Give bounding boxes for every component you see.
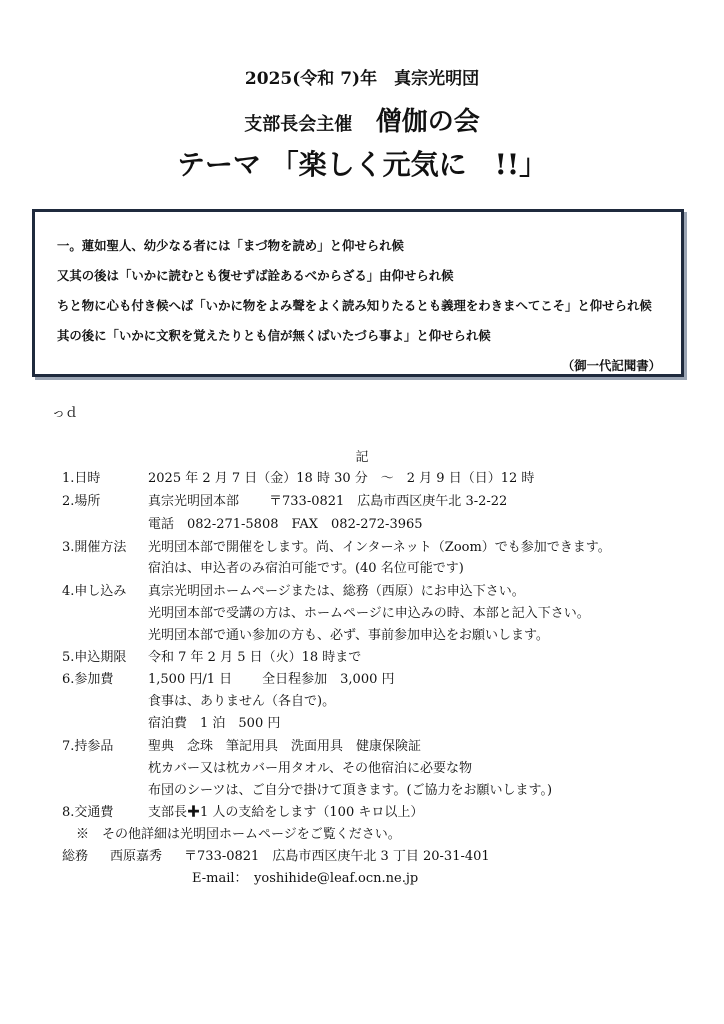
- host-label: 支部長会主催: [244, 114, 353, 135]
- place-phone: 電話 082-271-5808 FAX 082-272-3965: [148, 517, 423, 532]
- item-value: 支部長✚1 人の支給をします（100 キロ以上）: [148, 805, 424, 820]
- contact-address: 〒733-0821 広島市西区庚午北 3 丁目 20-31-401: [184, 849, 490, 864]
- item-value: 令和 7 年 2 月 5 日（火）18 時まで: [148, 650, 362, 665]
- quote-line-3: ちと物に心も付き候へば「いかに物をよみ聲をよく読み知りたるとも義理をわきまへてこそ」と仰せられ候: [57, 298, 652, 313]
- event-name: 僧伽の会: [375, 107, 480, 137]
- item-label: 7.持参品: [62, 739, 114, 754]
- item-label: 8.交通費: [62, 805, 114, 820]
- item-value: 食事は、ありません（各自で)。: [148, 694, 336, 709]
- item-value: 2025 年 2 月 7 日（金）18 時 30 分 ～ 2 月 9 日（日）12 時: [148, 471, 535, 486]
- fee-full: 全日程参加 3,000 円: [262, 672, 395, 687]
- event-theme: テーマ 「楽しく元気に !!」: [176, 148, 548, 181]
- item-value: 宿泊費 1 泊 500 円: [148, 716, 281, 731]
- quote-line-4: 其の後に「いかに文釈を覚えたりとも信が無くばいたづら事よ」と仰せられ候: [57, 328, 491, 343]
- item-label: 5.申込期限: [62, 650, 127, 665]
- item-label: 1.日時: [62, 471, 101, 486]
- contact-name: 西原嘉秀: [110, 849, 163, 864]
- fee-daily: 1,500 円/1 日: [148, 672, 233, 687]
- note: ※ その他詳細は光明団ホームページをご覧ください。: [76, 827, 401, 842]
- event-title-year: 2025(令和 7)年 真宗光明団: [244, 69, 480, 89]
- item-value: [148, 668, 395, 687]
- item-value: 光明団本部で通い参加の方も、必ず、事前参加申込をお願いします。: [148, 628, 549, 643]
- item-value: 宿泊は、申込者のみ宿泊可能です。(40 名位可能です): [148, 561, 464, 576]
- quote-line-2: 又其の後は「いかに読むとも復せずば詮あるべからざる」由仰せられ候: [57, 268, 454, 283]
- event-title-host: [0, 101, 724, 138]
- item-label: 2.場所: [62, 494, 101, 509]
- item-value: 枕カバー又は枕カバー用タオル、その他宿泊に必要な物: [148, 761, 472, 776]
- item-value: [148, 490, 507, 509]
- quote-box: [32, 209, 684, 377]
- item-label: 4.申し込み: [62, 584, 127, 599]
- item-label: 3.開催方法: [62, 540, 127, 555]
- ki-heading: 記: [355, 450, 369, 465]
- place-address: 〒733-0821 広島市西区庚午北 3-2-22: [269, 494, 508, 509]
- contact-email[interactable]: E-mail： yoshihide@leaf.ocn.ne.jp: [192, 871, 419, 886]
- item-value: 真宗光明団ホームページまたは、総務（西原）にお申込下さい。: [148, 584, 525, 599]
- contact-label: 総務: [62, 849, 89, 864]
- item-label: 6.参加費: [62, 672, 114, 687]
- stray-text: っｄ: [52, 406, 79, 421]
- item-value: 光明団本部で開催をします。尚、インターネット（Zoom）でも参加できます。: [148, 540, 611, 555]
- item-value: 光明団本部で受講の方は、ホームページに申込みの時、本部と記入下さい。: [148, 606, 590, 621]
- quote-source: （御一代記聞書）: [561, 358, 661, 373]
- place-name: 真宗光明団本部: [148, 494, 240, 509]
- item-value: 聖典 念珠 筆記用具 洗面用具 健康保険証: [148, 739, 422, 754]
- quote-line-1: 一。蓮如聖人、幼少なる者には「まづ物を読め」と仰せられ候: [57, 238, 404, 253]
- item-value: 布団のシーツは、ご自分で掛けて頂きます。(ご協力をお願いします。): [148, 783, 553, 798]
- contact-line: [62, 845, 490, 864]
